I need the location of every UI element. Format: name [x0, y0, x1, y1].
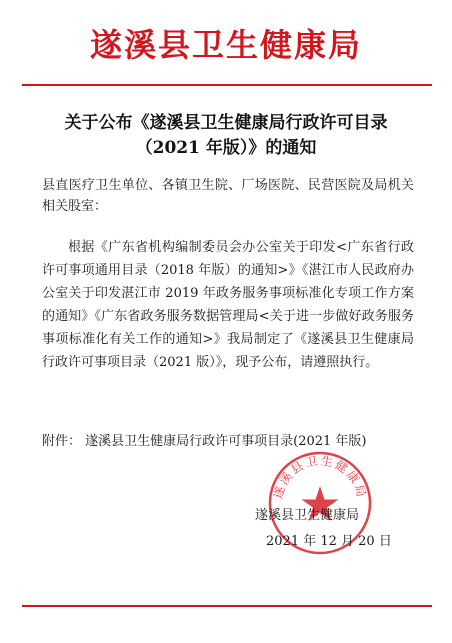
body-paragraph: 根据《广东省机构编制委员会办公室关于印发<广东省行政许可事项通用目录（2018 年版）的通知>》《湛江市人民政府办公室关于印发湛江市 2019 年政务服务事项标准化专项工作方案的通知》《广东省政务服务数据管理局<关于进一步做好政务服务事项标准化有关工作的通知>》我局制定了《遂溪县卫生健康局行政许可事项目录（2021 版）》，现予公布，请遵照执行。	[42, 240, 414, 370]
masthead: 遂溪县卫生健康局	[89, 26, 362, 64]
doc-title-line2: （2021 年版）》的通知	[135, 138, 317, 158]
red-rule-top	[22, 84, 432, 86]
red-rule-bottom	[22, 605, 432, 607]
signer: 遂溪县卫生健康局	[255, 508, 360, 523]
signature-date: 2021 年 12 月 20 日	[266, 534, 392, 549]
attachment-line: 附件： 遂溪县卫生健康局行政许可事项目录(2021 年版)	[42, 434, 367, 449]
addressee: 县直医疗卫生单位、各镇卫生院、厂场医院、民营医院及局机关相关股室：	[42, 178, 414, 214]
seal-text: 遂溪县卫生健康局	[270, 453, 370, 501]
doc-title-line1: 关于公布《遂溪县卫生健康局行政许可目录	[64, 113, 388, 133]
